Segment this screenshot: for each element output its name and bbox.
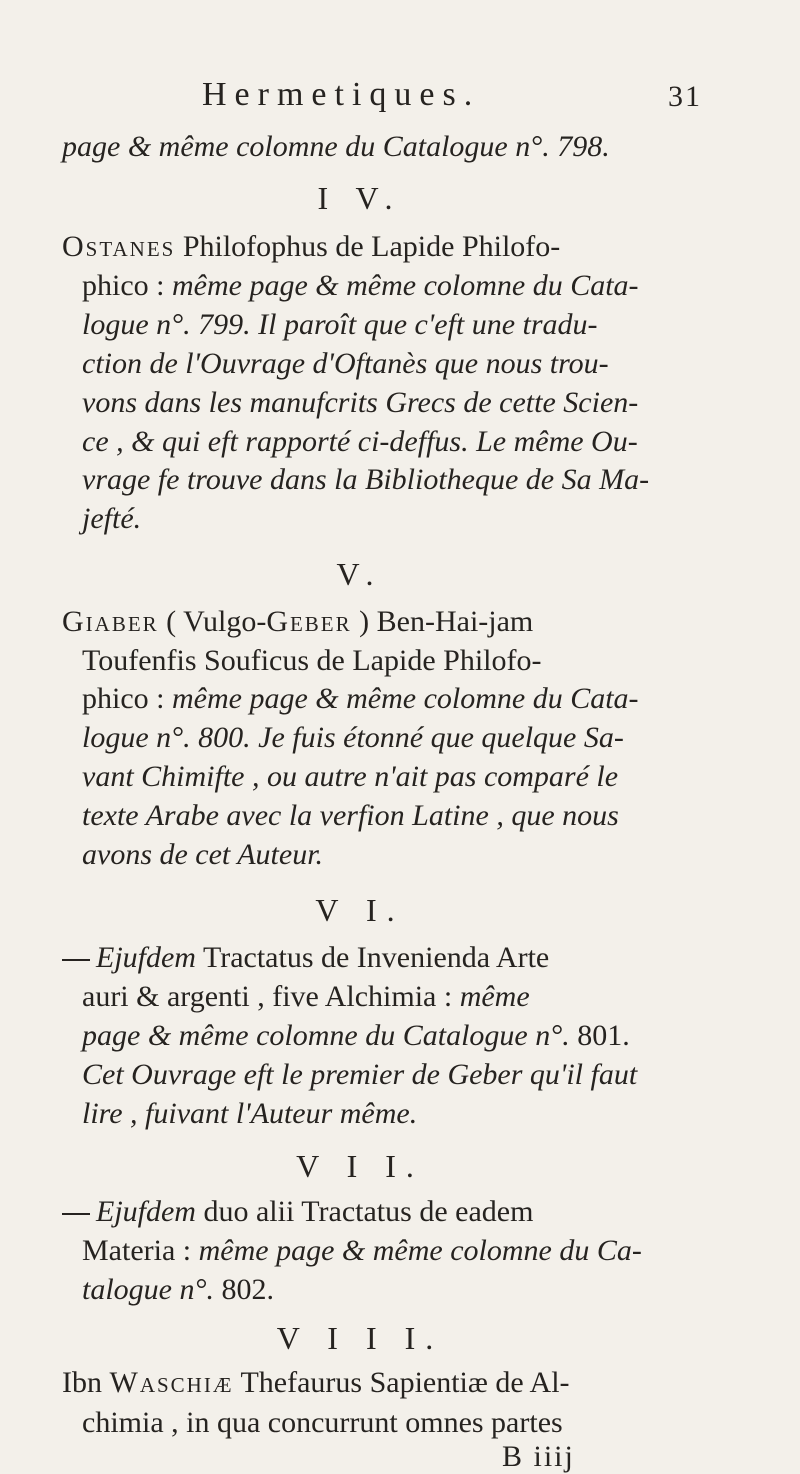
text-span: Ibn bbox=[62, 1366, 110, 1399]
author-name: Giaber bbox=[62, 605, 159, 638]
text-line: Toufenfis Souficus de Lapide Philofo- bbox=[82, 644, 542, 677]
text-line: Ejufdem duo alii Tractatus de eadem bbox=[62, 1197, 533, 1227]
author-name: Ostanes bbox=[62, 230, 176, 263]
section-number: V I. bbox=[315, 892, 405, 928]
author-name: Waschiæ bbox=[109, 1366, 234, 1399]
page-number: 31 bbox=[668, 80, 702, 113]
section-number: V I I I. bbox=[276, 1320, 444, 1356]
running-header bbox=[202, 78, 702, 112]
text-line: vant Chimifte , ou autre n'ait pas comparé le bbox=[82, 760, 619, 793]
text-line: Ejufdem Tractatus de Invenienda Arte bbox=[62, 943, 549, 973]
text-line: logue n°. 800. Je fuis étonné que quelque Sa- bbox=[82, 721, 624, 754]
book-page bbox=[62, 0, 702, 1473]
text-line: vrage fe trouve dans la Bibliotheque de Sa Ma- bbox=[82, 463, 650, 496]
text-line: Materia : même page & même colomne du Ca- bbox=[82, 1234, 642, 1267]
text-line: avons de cet Auteur. bbox=[82, 838, 324, 871]
text-line: jefté. bbox=[82, 502, 142, 535]
section-number: I V. bbox=[317, 180, 403, 216]
text-line: vons dans les manufcrits Grecs de cette Scien- bbox=[82, 386, 639, 419]
text-line: talogue n°. 802. bbox=[82, 1273, 274, 1306]
text-line: auri & argenti , five Alchimia : même bbox=[82, 980, 530, 1013]
section-number: V I I. bbox=[296, 1148, 424, 1184]
section-number: V. bbox=[336, 556, 384, 592]
text-line: chimia , in qua concurrunt omnes partes bbox=[82, 1406, 563, 1439]
text-line: lire , fuivant l'Auteur même. bbox=[82, 1097, 418, 1130]
text-line: Giaber ( Vulgo-Geber ) Ben-Hai-jam bbox=[62, 605, 534, 638]
text-line: logue n°. 799. Il paroît que c'eft une tradu- bbox=[82, 308, 598, 341]
dash-mark bbox=[62, 959, 90, 961]
dash-mark bbox=[62, 1213, 90, 1215]
signature-mark: B iiij bbox=[502, 1440, 575, 1473]
text-line: page & même colomne du Catalogue n°. 801. bbox=[82, 1019, 630, 1052]
text-line: page & même colomne du Catalogue n°. 798. bbox=[62, 130, 610, 163]
text-line: phico : même page & même colomne du Cata- bbox=[82, 682, 639, 715]
text-line: phico : même page & même colomne du Cata- bbox=[82, 269, 639, 302]
text-line: ce , & qui eft rapporté ci-deffus. Le même Ou- bbox=[82, 425, 638, 458]
running-title: Hermetiques. bbox=[202, 76, 481, 113]
text-span: Thefaurus Sapientiæ de Al- bbox=[233, 1366, 570, 1399]
text-line bbox=[62, 1368, 570, 1398]
text-line: Cet Ouvrage eft le premier de Geber qu'il faut bbox=[82, 1058, 638, 1091]
text-line: ction de l'Ouvrage d'Oftanès que nous trou- bbox=[82, 347, 609, 380]
text-line: Ostanes Philofophus de Lapide Philofo- bbox=[62, 230, 561, 263]
text-line: texte Arabe avec la verfion Latine , que nous bbox=[82, 799, 619, 832]
